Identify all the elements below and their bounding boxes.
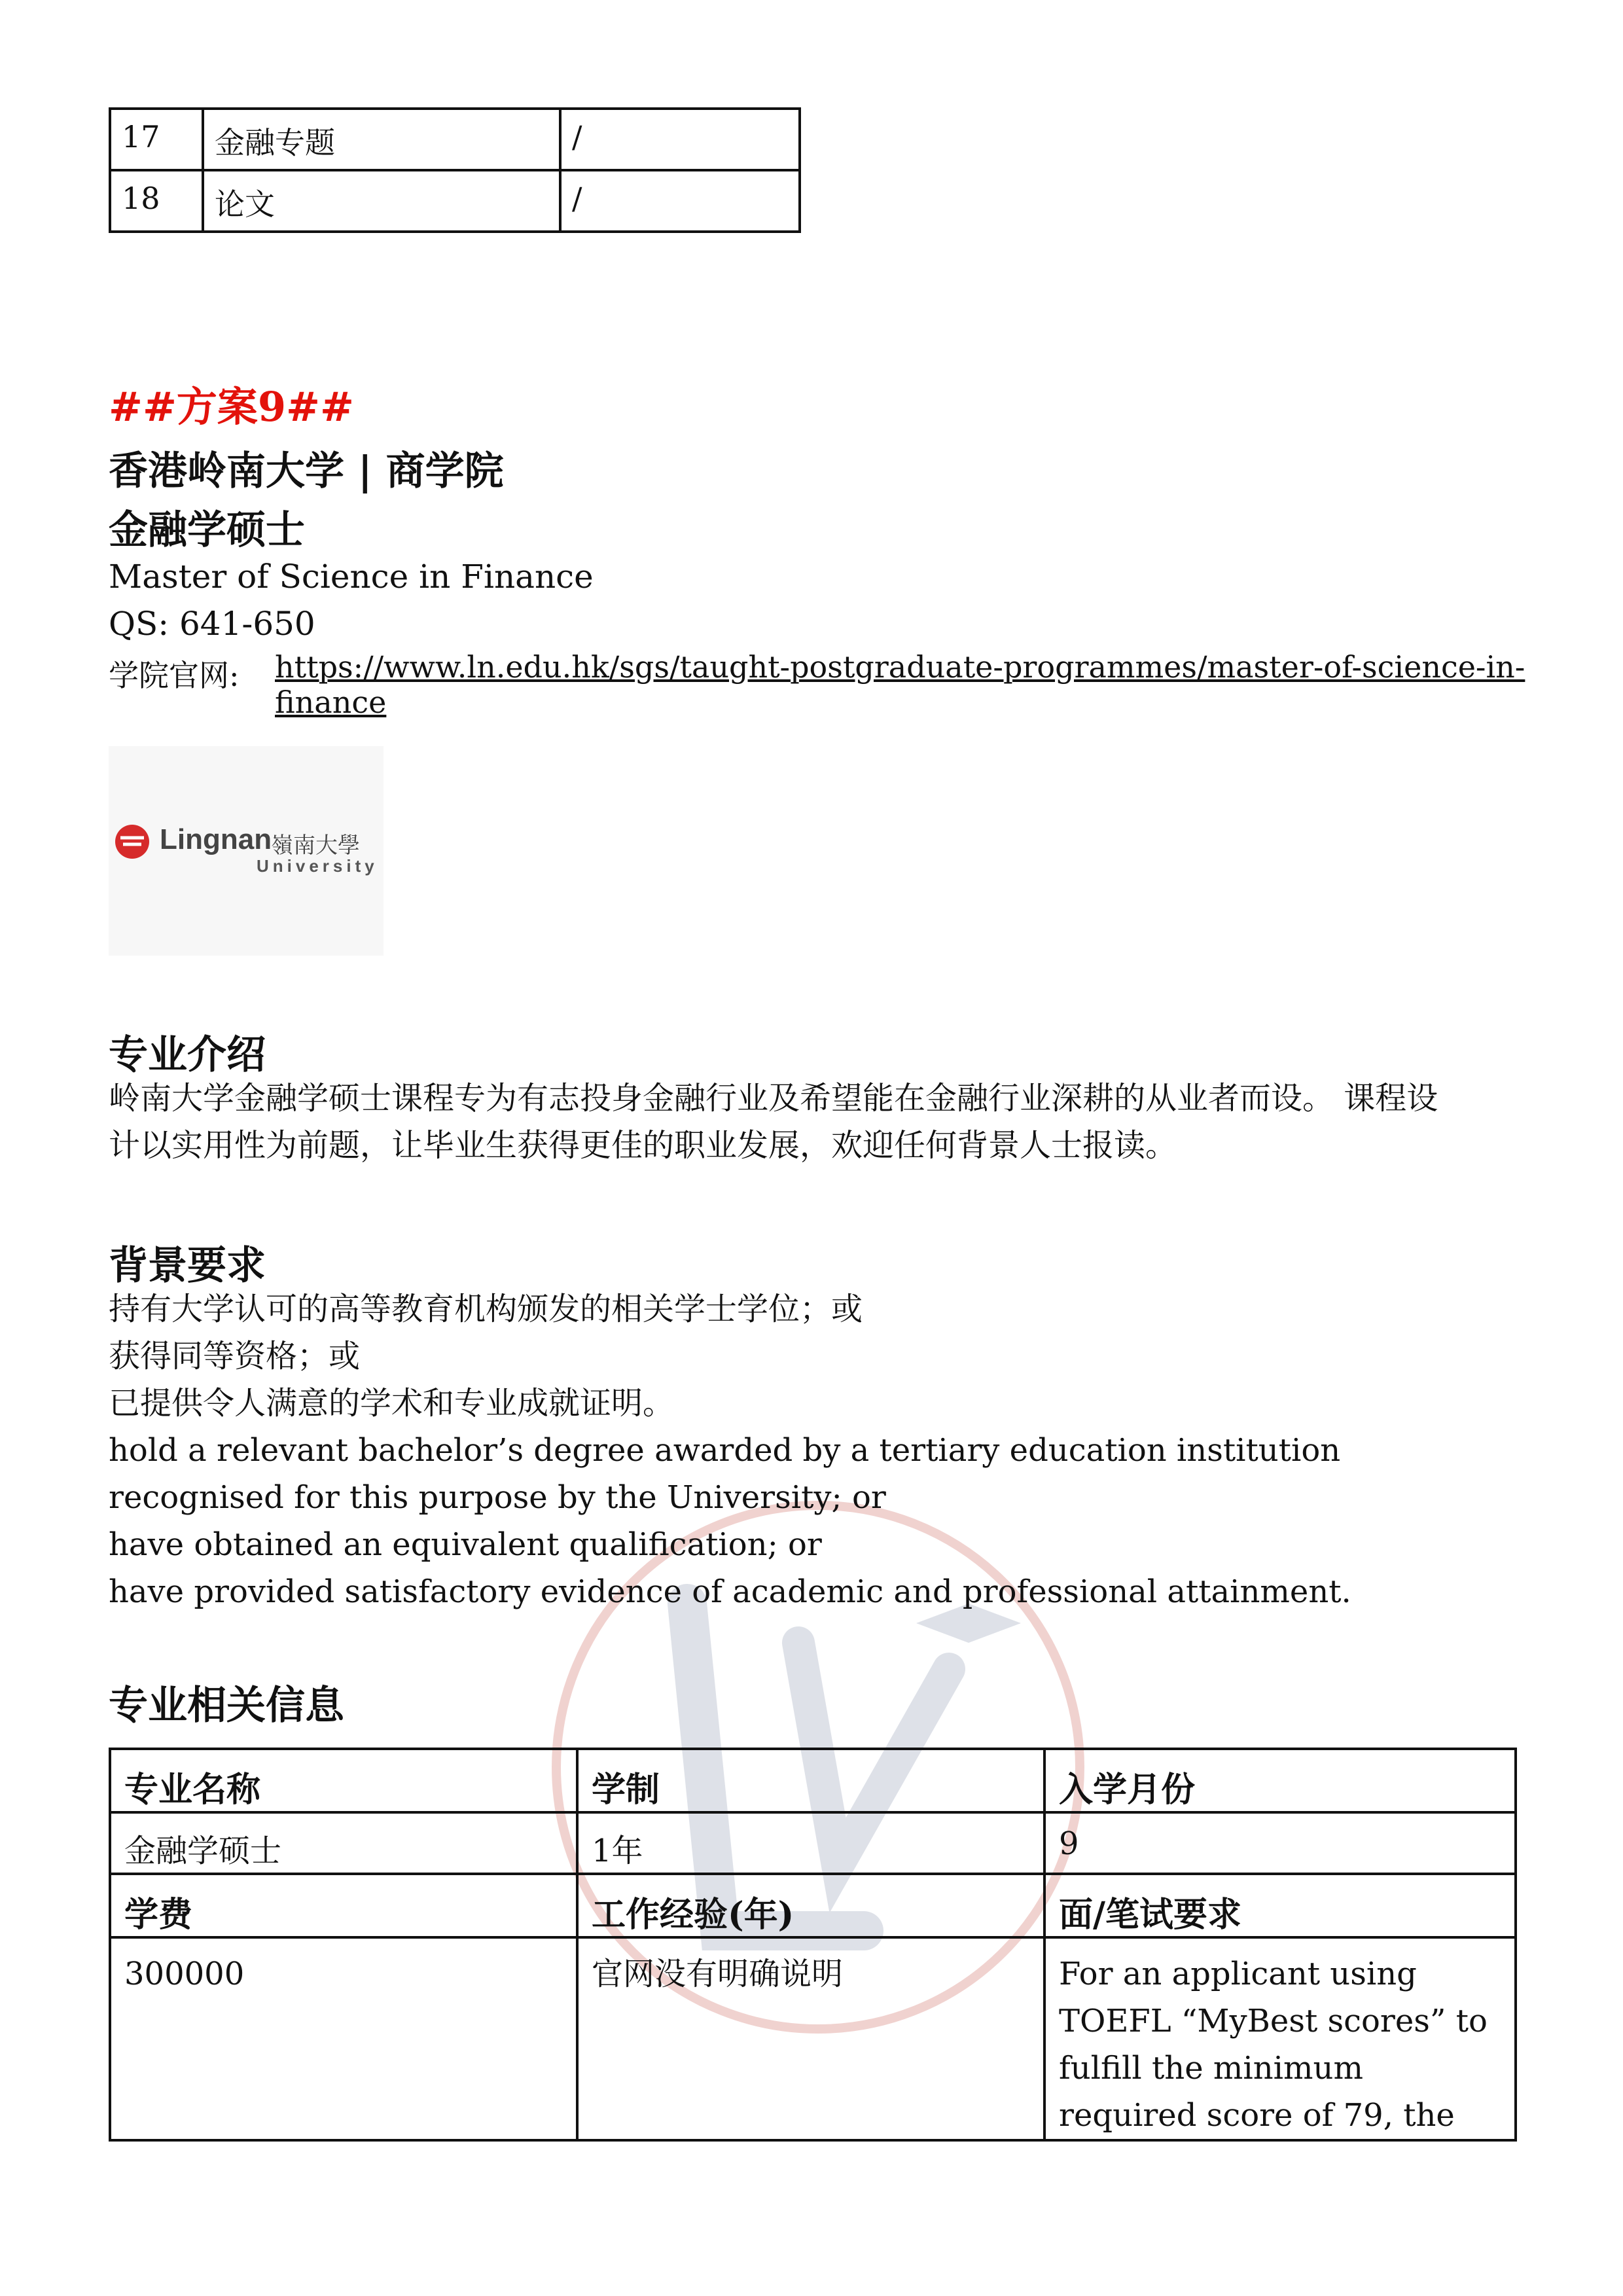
work-experience-cell: 官网没有明确说明 <box>577 1937 1044 2140</box>
program-title-en: Master of Science in Finance <box>109 558 594 596</box>
school-title: 香港岭南大学 | 商学院 <box>109 448 504 494</box>
intro-line: 岭南大学金融学硕士课程专为有志投身金融行业及希望能在金融行业深耕的从业者而设。 课程设 <box>109 1080 1438 1117</box>
table-header-row <box>110 1874 1516 1937</box>
table-row <box>110 1812 1516 1874</box>
header-cell: 学费 <box>110 1874 577 1937</box>
program-name-cell: 金融学硕士 <box>110 1812 577 1874</box>
background-line: 持有大学认可的高等教育机构颁发的相关学士学位；或 <box>109 1291 863 1327</box>
course-number: 18 <box>110 170 203 232</box>
info-title: 专业相关信息 <box>109 1683 344 1729</box>
course-table <box>109 107 801 233</box>
background-text <box>109 1285 1516 1615</box>
tuition-cell: 300000 <box>110 1937 577 2140</box>
program-title-cn: 金融学硕士 <box>109 507 305 553</box>
website-label: 学院官网: <box>109 658 240 693</box>
table-row <box>110 109 800 170</box>
logo-sub: University <box>257 856 378 876</box>
plan-title: ##方案9## <box>109 383 354 431</box>
university-logo <box>109 746 383 956</box>
intake-month-cell: 9 <box>1044 1812 1516 1874</box>
table-row <box>110 1937 1516 2140</box>
table-row <box>110 170 800 232</box>
course-number: 17 <box>110 109 203 170</box>
intro-title: 专业介绍 <box>109 1032 266 1078</box>
course-mark: / <box>560 109 800 170</box>
logo-cn: 嶺南大學 <box>271 833 360 859</box>
header-cell: 面/笔试要求 <box>1044 1874 1516 1937</box>
header-cell: 入学月份 <box>1044 1749 1516 1812</box>
table-header-row <box>110 1749 1516 1812</box>
background-line: 已提供令人满意的学术和专业成就证明。 <box>109 1385 675 1422</box>
course-name: 论文 <box>203 170 560 232</box>
course-mark: / <box>560 170 800 232</box>
background-line: hold a relevant bachelor’s degree awarded by a tertiary education institution <box>109 1432 1341 1469</box>
background-line: 获得同等资格；或 <box>109 1338 361 1374</box>
background-line: have obtained an equivalent qualification; or <box>109 1526 822 1563</box>
logo-name: Lingnan <box>160 823 272 855</box>
program-info-table <box>109 1748 1517 2142</box>
website-link[interactable]: https://www.ln.edu.hk/sgs/taught-postgraduate-programmes/master-of-science-in-finance <box>275 649 1525 720</box>
course-name: 金融专题 <box>203 109 560 170</box>
header-cell: 专业名称 <box>110 1749 577 1812</box>
duration-cell: 1年 <box>577 1812 1044 1874</box>
intro-line: 计以实用性为前题，让毕业生获得更佳的职业发展，欢迎任何背景人士报读。 <box>109 1127 1177 1164</box>
background-title: 背景要求 <box>109 1243 266 1289</box>
background-line: recognised for this purpose by the University; or <box>109 1479 886 1516</box>
qs-ranking: QS: 641-650 <box>109 605 315 643</box>
header-cell: 工作经验(年) <box>577 1874 1044 1937</box>
interview-requirement-cell: For an applicant using TOEFL “MyBest scores” to fulfill the minimum required score of 79, the <box>1044 1937 1516 2140</box>
header-cell: 学制 <box>577 1749 1044 1812</box>
intro-text <box>109 1075 1516 1169</box>
background-line: have provided satisfactory evidence of academic and professional attainment. <box>109 1573 1351 1610</box>
